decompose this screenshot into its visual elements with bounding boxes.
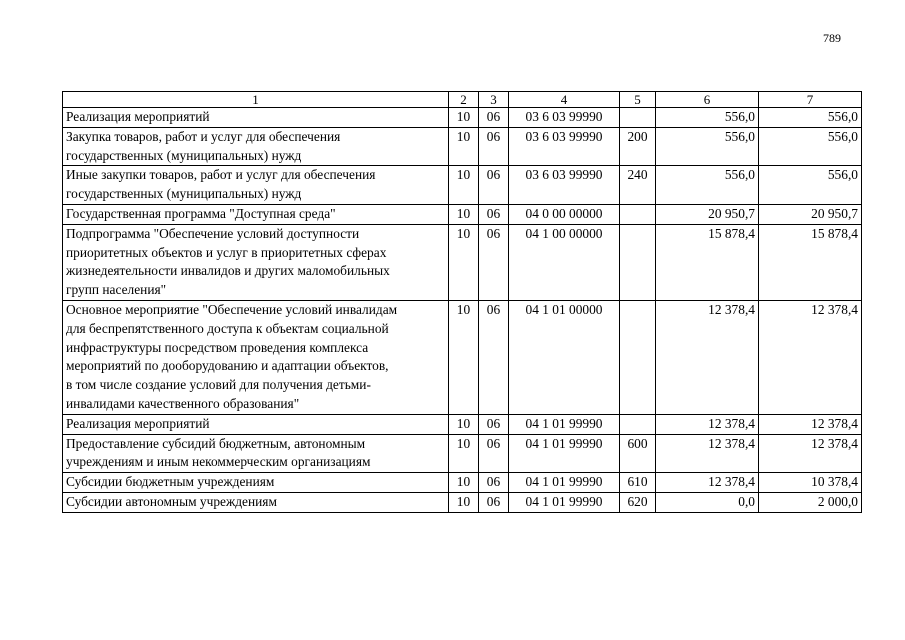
expense-type-cell: 610 <box>620 473 656 493</box>
header-cell: 5 <box>620 92 656 108</box>
header-cell: 6 <box>656 92 759 108</box>
amount-col7-cell: 12 378,4 <box>759 434 862 473</box>
section-code-cell: 10 <box>449 300 479 414</box>
subsection-code-cell: 06 <box>479 204 509 224</box>
header-cell: 4 <box>509 92 620 108</box>
table-row <box>63 300 862 414</box>
table-row <box>63 224 862 300</box>
amount-col6-cell: 12 378,4 <box>656 473 759 493</box>
item-name-cell: Субсидии бюджетным учреждениям <box>63 473 449 493</box>
amount-col7-cell: 15 878,4 <box>759 224 862 300</box>
target-article-cell: 03 6 03 99990 <box>509 166 620 205</box>
target-article-cell: 04 0 00 00000 <box>509 204 620 224</box>
target-article-cell: 04 1 01 99990 <box>509 434 620 473</box>
subsection-code-cell: 06 <box>479 492 509 512</box>
amount-col7-cell: 556,0 <box>759 127 862 166</box>
target-article-cell: 04 1 00 00000 <box>509 224 620 300</box>
expense-type-cell <box>620 224 656 300</box>
budget-table <box>62 91 862 513</box>
header-cell: 3 <box>479 92 509 108</box>
section-code-cell: 10 <box>449 414 479 434</box>
amount-col6-cell: 12 378,4 <box>656 414 759 434</box>
table-row <box>63 492 862 512</box>
expense-type-cell: 600 <box>620 434 656 473</box>
table-row <box>63 434 862 473</box>
amount-col6-cell: 15 878,4 <box>656 224 759 300</box>
header-cell: 7 <box>759 92 862 108</box>
item-name-cell: Основное мероприятие "Обеспечение условий инвалидам для беспрепятственного доступа к объектам социальной инфраструктуры посредством проведения комплекса мероприятий по дооборудованию и адаптации объектов, в том числе создание условий для получения детьми- инвалидами качественного образования" <box>63 300 449 414</box>
item-name-cell: Закупка товаров, работ и услуг для обеспечения государственных (муниципальных) нужд <box>63 127 449 166</box>
amount-col6-cell: 12 378,4 <box>656 300 759 414</box>
expense-type-cell <box>620 414 656 434</box>
item-name-cell: Субсидии автономным учреждениям <box>63 492 449 512</box>
item-name-cell: Подпрограмма "Обеспечение условий доступности приоритетных объектов и услуг в приоритетных сферах жизнедеятельности инвалидов и других маломобильных групп населения" <box>63 224 449 300</box>
table-row <box>63 473 862 493</box>
table-body <box>63 92 862 513</box>
subsection-code-cell: 06 <box>479 473 509 493</box>
table-row <box>63 108 862 128</box>
item-name-cell: Государственная программа "Доступная среда" <box>63 204 449 224</box>
expense-type-cell: 200 <box>620 127 656 166</box>
expense-type-cell <box>620 108 656 128</box>
section-code-cell: 10 <box>449 127 479 166</box>
amount-col7-cell: 2 000,0 <box>759 492 862 512</box>
subsection-code-cell: 06 <box>479 224 509 300</box>
item-name-cell: Реализация мероприятий <box>63 108 449 128</box>
subsection-code-cell: 06 <box>479 414 509 434</box>
target-article-cell: 04 1 01 00000 <box>509 300 620 414</box>
subsection-code-cell: 06 <box>479 127 509 166</box>
expense-type-cell: 620 <box>620 492 656 512</box>
amount-col6-cell: 0,0 <box>656 492 759 512</box>
expense-type-cell: 240 <box>620 166 656 205</box>
table-row <box>63 127 862 166</box>
section-code-cell: 10 <box>449 492 479 512</box>
table-row <box>63 414 862 434</box>
subsection-code-cell: 06 <box>479 166 509 205</box>
section-code-cell: 10 <box>449 224 479 300</box>
table-row <box>63 204 862 224</box>
header-cell: 2 <box>449 92 479 108</box>
table-header-row <box>63 92 862 108</box>
expense-type-cell <box>620 300 656 414</box>
subsection-code-cell: 06 <box>479 300 509 414</box>
section-code-cell: 10 <box>449 108 479 128</box>
amount-col7-cell: 556,0 <box>759 108 862 128</box>
item-name-cell: Предоставление субсидий бюджетным, автономным учреждениям и иным некоммерческим организациям <box>63 434 449 473</box>
amount-col6-cell: 556,0 <box>656 166 759 205</box>
header-cell: 1 <box>63 92 449 108</box>
amount-col7-cell: 20 950,7 <box>759 204 862 224</box>
section-code-cell: 10 <box>449 473 479 493</box>
target-article-cell: 03 6 03 99990 <box>509 108 620 128</box>
item-name-cell: Реализация мероприятий <box>63 414 449 434</box>
amount-col7-cell: 10 378,4 <box>759 473 862 493</box>
subsection-code-cell: 06 <box>479 108 509 128</box>
section-code-cell: 10 <box>449 166 479 205</box>
target-article-cell: 03 6 03 99990 <box>509 127 620 166</box>
section-code-cell: 10 <box>449 434 479 473</box>
expense-type-cell <box>620 204 656 224</box>
target-article-cell: 04 1 01 99990 <box>509 473 620 493</box>
amount-col6-cell: 556,0 <box>656 108 759 128</box>
amount-col6-cell: 12 378,4 <box>656 434 759 473</box>
target-article-cell: 04 1 01 99990 <box>509 414 620 434</box>
subsection-code-cell: 06 <box>479 434 509 473</box>
amount-col6-cell: 20 950,7 <box>656 204 759 224</box>
amount-col6-cell: 556,0 <box>656 127 759 166</box>
section-code-cell: 10 <box>449 204 479 224</box>
amount-col7-cell: 12 378,4 <box>759 300 862 414</box>
page-number: 789 <box>823 31 841 45</box>
target-article-cell: 04 1 01 99990 <box>509 492 620 512</box>
item-name-cell: Иные закупки товаров, работ и услуг для обеспечения государственных (муниципальных) нужд <box>63 166 449 205</box>
amount-col7-cell: 12 378,4 <box>759 414 862 434</box>
table-row <box>63 166 862 205</box>
amount-col7-cell: 556,0 <box>759 166 862 205</box>
